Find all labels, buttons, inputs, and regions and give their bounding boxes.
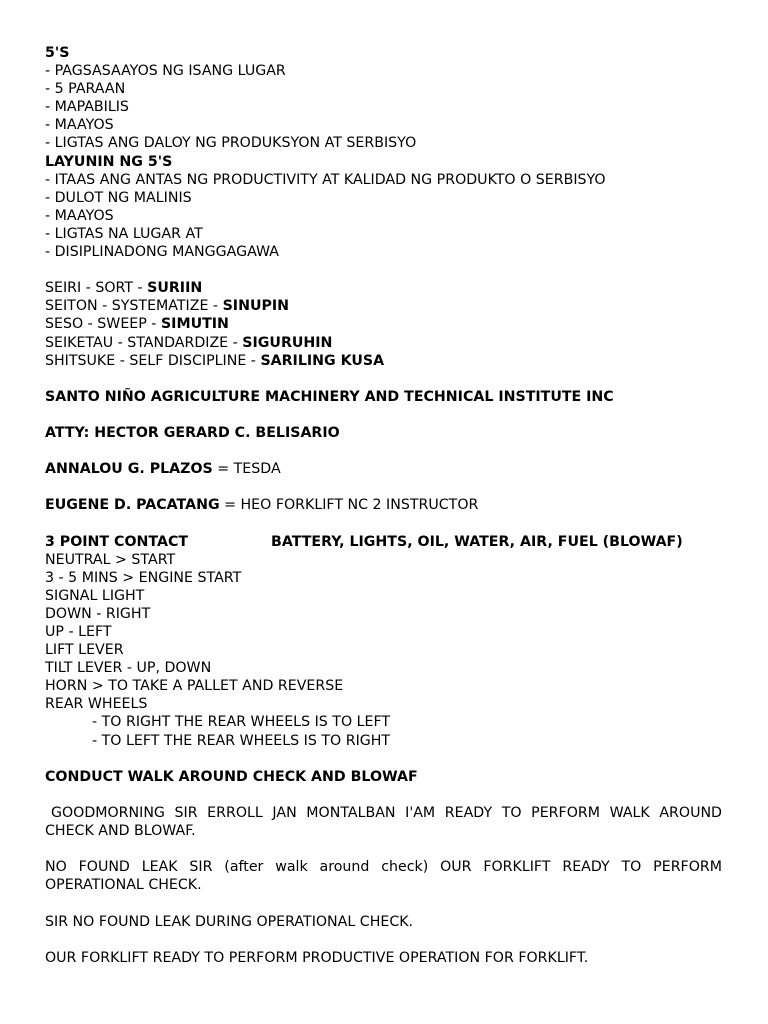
blowaf-list: BATTERY, LIGHTS, OIL, WATER, AIR, FUEL (BLOWAF)	[271, 533, 683, 550]
spacer	[45, 442, 722, 460]
person-name: EUGENE D. PACATANG	[45, 497, 220, 514]
person-name: ANNALOU G. PLAZOS	[45, 461, 213, 478]
contact-row	[45, 533, 722, 551]
step-term: SIMUTIN	[160, 316, 229, 333]
spacer	[45, 894, 722, 912]
step-term: SURIIN	[147, 280, 203, 297]
script-paragraph: OUR FORKLIFT READY TO PERFORM PRODUCTIVE OPERATION FOR FORKLIFT.	[45, 949, 589, 966]
step-row	[45, 334, 722, 352]
step-term: SIGURUHIN	[242, 334, 333, 351]
list-item: - 5 PARAAN	[45, 81, 126, 98]
spacer	[45, 931, 722, 949]
step-label: SESO - SWEEP -	[45, 316, 161, 333]
script-paragraph: NO FOUND LEAK SIR (after walk around check) OUR FORKLIFT READY TO PERFORM OPERATIONAL CHECK.	[45, 859, 722, 894]
rear-wheel-note: - TO RIGHT THE REAR WHEELS IS TO LEFT	[92, 714, 391, 731]
list-item: - PAGSASAAYOS NG ISANG LUGAR	[45, 63, 286, 80]
operation-step: HORN > TO TAKE A PALLET AND REVERSE	[45, 678, 344, 695]
list-item: - ITAAS ANG ANTAS NG PRODUCTIVITY AT KALIDAD NG PRODUKTO O SERBISYO	[45, 171, 606, 188]
list-item: - DULOT NG MALINIS	[45, 189, 192, 206]
rear-wheel-note: - TO LEFT THE REAR WHEELS IS TO RIGHT	[92, 732, 391, 749]
person-role: = TESDA	[212, 461, 281, 478]
person-row	[45, 496, 722, 514]
section-title-layunin: LAYUNIN NG 5'S	[45, 153, 173, 170]
spacer	[45, 261, 722, 279]
document-page	[45, 44, 722, 967]
step-term: SINUPIN	[222, 298, 290, 315]
list-item: - LIGTAS ANG DALOY NG PRODUKSYON AT SERBISYO	[45, 135, 417, 152]
operation-step: REAR WHEELS	[45, 696, 148, 713]
spacer	[45, 840, 722, 858]
step-label: SHITSUKE - SELF DISCIPLINE -	[45, 352, 261, 369]
section-title-5s: 5'S	[45, 45, 70, 61]
contact-title: 3 POINT CONTACT	[45, 533, 189, 550]
atty-name: ATTY: HECTOR GERARD C. BELISARIO	[45, 424, 340, 441]
operation-step: UP - LEFT	[45, 624, 112, 640]
script-paragraph: SIR NO FOUND LEAK DURING OPERATIONAL CHECK.	[45, 913, 414, 930]
institute-name: SANTO NIÑO AGRICULTURE MACHINERY AND TECHNICAL INSTITUTE INC	[45, 388, 614, 405]
operation-step: TILT LEVER - UP, DOWN	[45, 660, 212, 677]
step-row	[45, 352, 722, 370]
operation-step: LIFT LEVER	[45, 642, 124, 659]
spacer	[45, 514, 722, 532]
operation-step: DOWN - RIGHT	[45, 605, 151, 622]
step-label: SEIKETAU - STANDARDIZE -	[45, 334, 243, 351]
spacer	[45, 750, 722, 768]
operation-step: NEUTRAL > START	[45, 551, 176, 568]
list-item: - MAAYOS	[45, 207, 114, 224]
script-paragraph: GOODMORNING SIR ERROLL JAN MONTALBAN I'AM READY TO PERFORM WALK AROUND CHECK AND BLOWAF.	[45, 804, 722, 840]
list-item: - LIGTAS NA LUGAR AT	[45, 225, 203, 242]
walk-around-title: CONDUCT WALK AROUND CHECK AND BLOWAF	[45, 768, 418, 785]
spacer	[45, 478, 722, 496]
spacer	[45, 370, 722, 388]
person-role: = HEO FORKLIFT NC 2 INSTRUCTOR	[219, 497, 479, 514]
step-row	[45, 279, 722, 297]
step-label: SEITON - SYSTEMATIZE -	[45, 298, 223, 315]
operation-step: SIGNAL LIGHT	[45, 587, 145, 604]
operation-step: 3 - 5 MINS > ENGINE START	[45, 569, 242, 586]
person-row	[45, 460, 722, 478]
step-term: SARILING KUSA	[260, 352, 385, 369]
spacer	[45, 406, 722, 424]
step-row	[45, 297, 722, 315]
step-row	[45, 315, 722, 333]
step-label: SEIRI - SORT -	[45, 280, 148, 297]
list-item: - MAAYOS	[45, 117, 114, 134]
list-item: - DISIPLINADONG MANGGAGAWA	[45, 244, 279, 261]
spacer	[45, 786, 722, 804]
list-item: - MAPABILIS	[45, 99, 129, 116]
